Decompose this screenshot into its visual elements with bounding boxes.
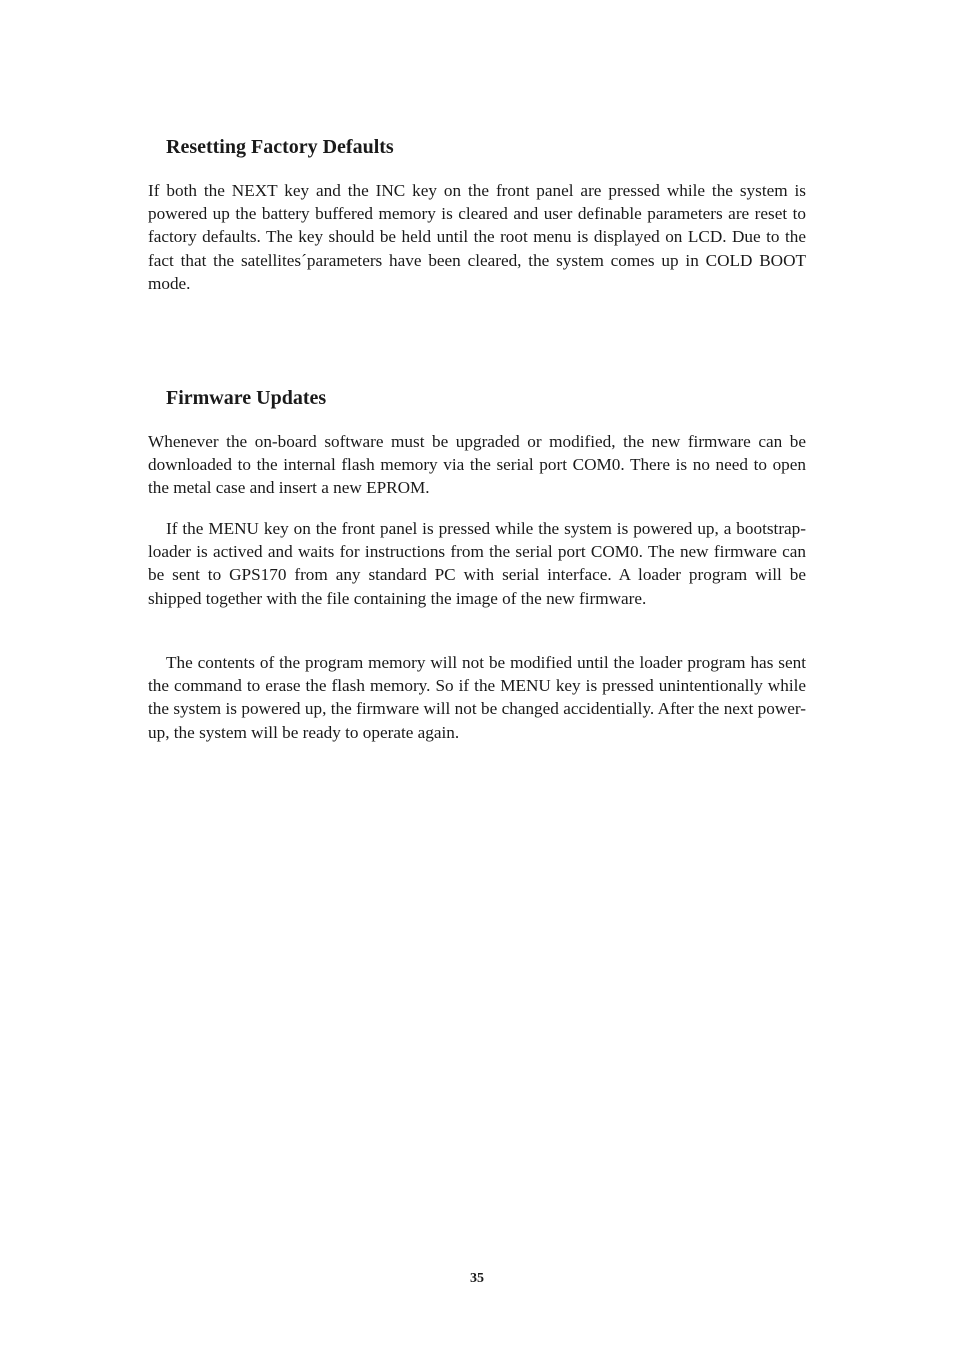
paragraph-firmware-updates-bootstrap: If the MENU key on the front panel is pressed while the system is powered up, a bootstrap-loader is actived and waits for instructions from the serial port COM0. The new firmware can be sent to GPS170 from any standard PC with serial interface. A loader program will be shipped together with the file containing the image of the new firmware. [148,519,806,608]
paragraph-firmware-updates-intro: Whenever the on-board software must be upgraded or modified, the new firmware can be downloaded to the internal flash memory via the serial port COM0. There is no need to open the metal case and insert a new EPROM. [148,432,806,498]
page-number: 35 [470,1271,484,1286]
section-heading-firmware-updates: Firmware Updates [166,387,327,409]
section-heading-resetting-factory-defaults: Resetting Factory Defaults [166,136,394,158]
paragraph-firmware-updates-program-memory: The contents of the program memory will not be modified until the loader program has sent the command to erase the flash memory. So if the MENU key is pressed unintentionally while the system is powered up, the firmware will not be changed accidentially. After the next power-up, the system will be ready to operate again. [148,653,806,742]
paragraph-resetting-factory-defaults: If both the NEXT key and the INC key on the front panel are pressed while the system is powered up the battery buffered memory is cleared and user definable parameters are reset to factory defaults. The key should be held until the root menu is displayed on LCD. Due to the fact that the satellites´parameters have been cleared, the system comes up in COLD BOOT mode. [148,181,806,293]
